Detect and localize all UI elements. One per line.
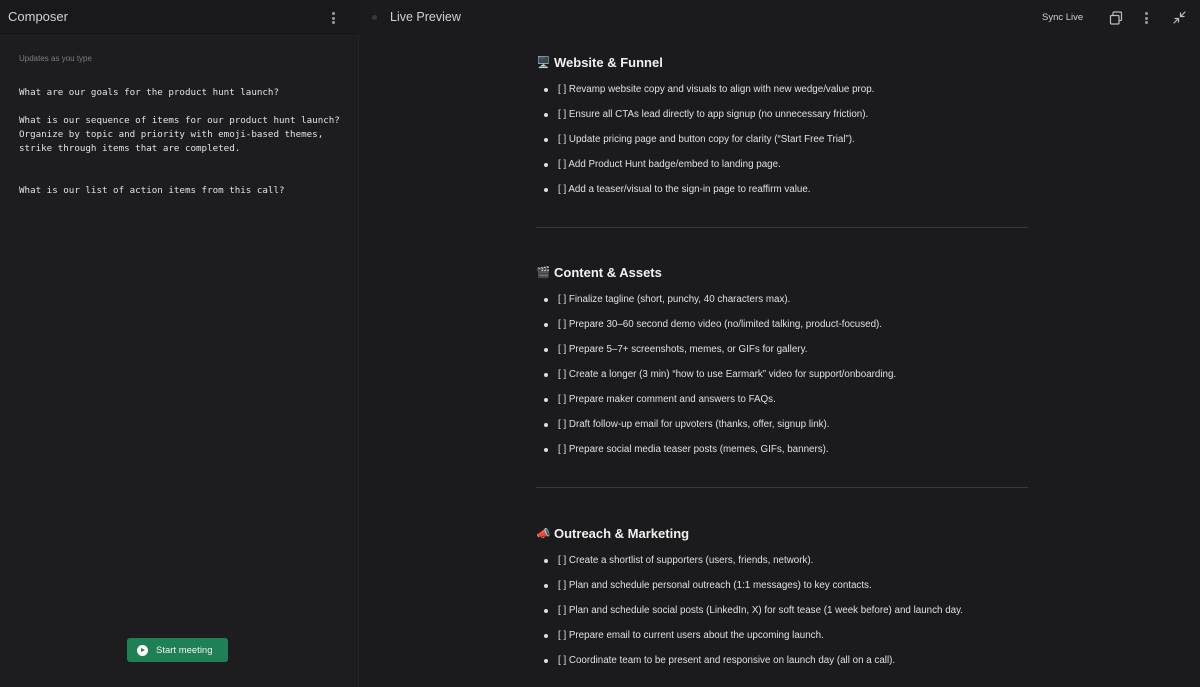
list-item: [ ] Prepare maker comment and answers to FAQs. — [536, 394, 1028, 419]
status-dot-icon — [372, 15, 377, 20]
play-icon — [137, 645, 148, 656]
composer-more-icon[interactable] — [327, 10, 339, 26]
list-item: [ ] Add a teaser/visual to the sign-in page to reaffirm value. — [536, 184, 1028, 209]
list-item: [ ] Prepare 5–7+ screenshots, memes, or GIFs for gallery. — [536, 344, 1028, 369]
list-item: [ ] Prepare 30–60 second demo video (no/limited talking, product-focused). — [536, 319, 1028, 344]
section-heading — [536, 523, 1028, 543]
composer-header — [0, 0, 359, 36]
section-items — [536, 84, 1028, 209]
section-title: Website & Funnel — [554, 54, 663, 70]
preview-header — [360, 0, 1200, 36]
preview-more-icon[interactable] — [1140, 10, 1152, 26]
section-title: Content & Assets — [554, 264, 662, 280]
composer-title: Composer — [8, 9, 68, 24]
list-item: [ ] Create a shortlist of supporters (users, friends, network). — [536, 555, 1028, 580]
section-outreach-marketing — [536, 523, 1028, 680]
section-divider — [536, 227, 1028, 228]
section-items — [536, 555, 1028, 680]
list-item: [ ] Plan and schedule personal outreach (1:1 messages) to key contacts. — [536, 580, 1028, 605]
megaphone-icon: 📣 — [536, 527, 551, 540]
list-item: [ ] Add Product Hunt badge/embed to landing page. — [536, 159, 1028, 184]
section-content-assets — [536, 262, 1028, 469]
section-heading — [536, 262, 1028, 282]
preview-title: Live Preview — [390, 10, 461, 24]
section-heading — [536, 52, 1028, 72]
start-meeting-button[interactable] — [127, 638, 228, 662]
list-item: [ ] Coordinate team to be present and responsive on launch day (all on a call). — [536, 655, 1028, 680]
section-title: Outreach & Marketing — [554, 525, 690, 541]
list-item: [ ] Revamp website copy and visuals to align with new wedge/value prop. — [536, 84, 1028, 109]
list-item: [ ] Ensure all CTAs lead directly to app signup (no unnecessary friction). — [536, 109, 1028, 134]
composer-hint: Updates as you type — [19, 54, 92, 63]
clapperboard-icon: 🎬 — [536, 266, 551, 279]
list-item: [ ] Prepare social media teaser posts (memes, GIFs, banners). — [536, 444, 1028, 469]
list-item: [ ] Create a longer (3 min) “how to use Earmark” video for support/onboarding. — [536, 369, 1028, 394]
section-website-funnel — [536, 52, 1028, 209]
section-divider — [536, 487, 1028, 488]
list-item: [ ] Prepare email to current users about the upcoming launch. — [536, 630, 1028, 655]
computer-icon: 🖥️ — [536, 56, 551, 69]
composer-editor[interactable]: What are our goals for the product hunt launch? What is our sequence of items for our product hunt launch? Organize by topic and priority with emoji-based themes, strike through items that are completed. What is our list of action items from this call? — [19, 87, 340, 196]
list-item: [ ] Draft follow-up email for upvoters (thanks, offer, signup link). — [536, 419, 1028, 444]
collapse-icon[interactable] — [1173, 11, 1186, 24]
section-items — [536, 294, 1028, 469]
list-item: [ ] Plan and schedule social posts (LinkedIn, X) for soft tease (1 week before) and launch day. — [536, 605, 1028, 630]
composer-panel — [0, 0, 359, 687]
start-meeting-label: Start meeting — [156, 644, 213, 656]
copy-icon[interactable] — [1109, 11, 1123, 25]
list-item: [ ] Finalize tagline (short, punchy, 40 characters max). — [536, 294, 1028, 319]
preview-content — [536, 52, 1028, 680]
list-item: [ ] Update pricing page and button copy for clarity (“Start Free Trial”). — [536, 134, 1028, 159]
sync-live-button[interactable]: Sync Live — [1042, 12, 1084, 23]
